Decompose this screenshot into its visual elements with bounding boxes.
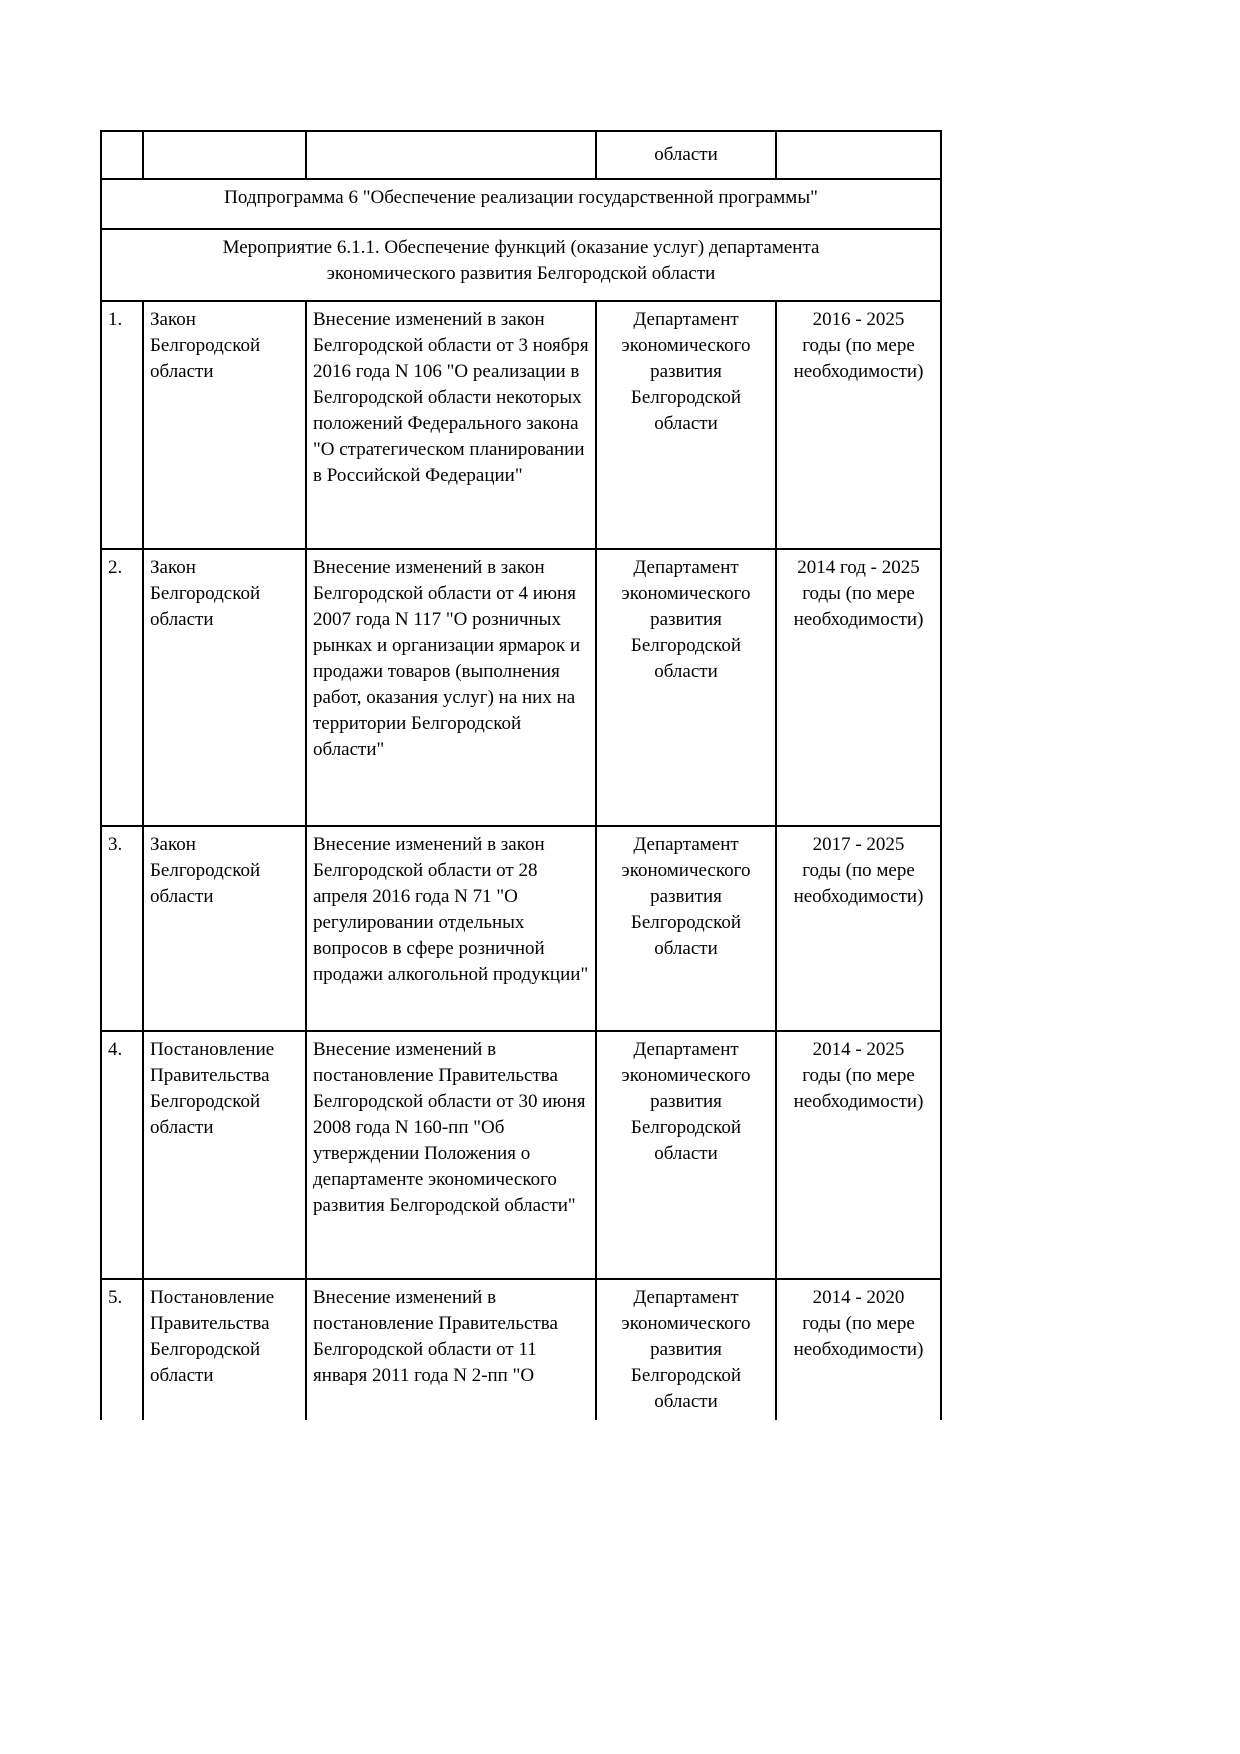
period-text: 2017 - 2025 годы (по мере необходимости) [793,834,924,907]
description-cell: Внесение изменений в постановление Правительства Белгородской области от 30 июня 2008 года N 160-пп "Об утверждении Положения о департаменте экономического развития Белгородской области" [306,1031,596,1279]
doc-type-cell: Постановление Правительства Белгородской области [143,1031,306,1279]
table-row-cut-off [101,1279,941,1420]
period-text: 2014 год - 2025 годы (по мере необходимости) [793,557,924,630]
executor-cell: Департамент экономического развития Белгородской области [596,301,776,549]
subprogram-header-row [101,179,941,229]
executor-cell: Департамент экономического развития Белгородской области [596,1279,776,1420]
row-number-cell [101,131,143,179]
event-header [101,229,941,301]
table-row-continuation [101,131,941,179]
table-row [101,301,941,549]
period-cell [776,1279,941,1420]
table-row [101,826,941,1031]
period-cell [776,131,941,179]
description-cell: Внесение изменений в закон Белгородской области от 4 июня 2007 года N 117 "О розничных рынках и организации ярмарок и продажи товаров (выполнения работ, оказания услуг) на них на территории Белгородской области" [306,549,596,826]
period-text: 2016 - 2025 годы (по мере необходимости) [793,309,924,382]
doc-type-cell: Закон Белгородской области [143,301,306,549]
period-cell [776,301,941,549]
doc-type-cell: Закон Белгородской области [143,826,306,1031]
period-text: 2014 - 2025 годы (по мере необходимости) [793,1039,924,1112]
executor-cell: Департамент экономического развития Белгородской области [596,549,776,826]
period-cell [776,1031,941,1279]
doc-type-cell: Постановление Правительства Белгородской области [143,1279,306,1420]
row-number-cell: 1. [101,301,143,549]
subprogram-header: Подпрограмма 6 "Обеспечение реализации государственной программы" [101,179,941,229]
row-number-cell: 2. [101,549,143,826]
table-row [101,1031,941,1279]
executor-cell: Департамент экономического развития Белгородской области [596,826,776,1031]
period-cell [776,826,941,1031]
doc-type-cell: Закон Белгородской области [143,549,306,826]
period-cell [776,549,941,826]
doc-type-cell [143,131,306,179]
row-number-cell: 4. [101,1031,143,1279]
description-cell [306,131,596,179]
period-text: 2014 - 2020 годы (по мере необходимости) [793,1287,924,1360]
table-row [101,549,941,826]
event-header-row [101,229,941,301]
executor-cell-continuation: области [596,131,776,179]
event-header-text: Мероприятие 6.1.1. Обеспечение функций (оказание услуг) департамента экономического развития Белгородской области [222,237,820,284]
row-number-cell: 5. [101,1279,143,1420]
description-cell: Внесение изменений в закон Белгородской области от 28 апреля 2016 года N 71 "О регулировании отдельных вопросов в сфере розничной продажи алкогольной продукции" [306,826,596,1031]
program-measures-table [100,130,942,1420]
executor-cell: Департамент экономического развития Белгородской области [596,1031,776,1279]
description-cell: Внесение изменений в закон Белгородской области от 3 ноября 2016 года N 106 "О реализации в Белгородской области некоторых положений Федерального закона "О стратегическом планировании в Российской Федерации" [306,301,596,549]
description-cell: Внесение изменений в постановление Правительства Белгородской области от 11 января 2011 года N 2-пп "О [306,1279,596,1420]
row-number-cell: 3. [101,826,143,1031]
